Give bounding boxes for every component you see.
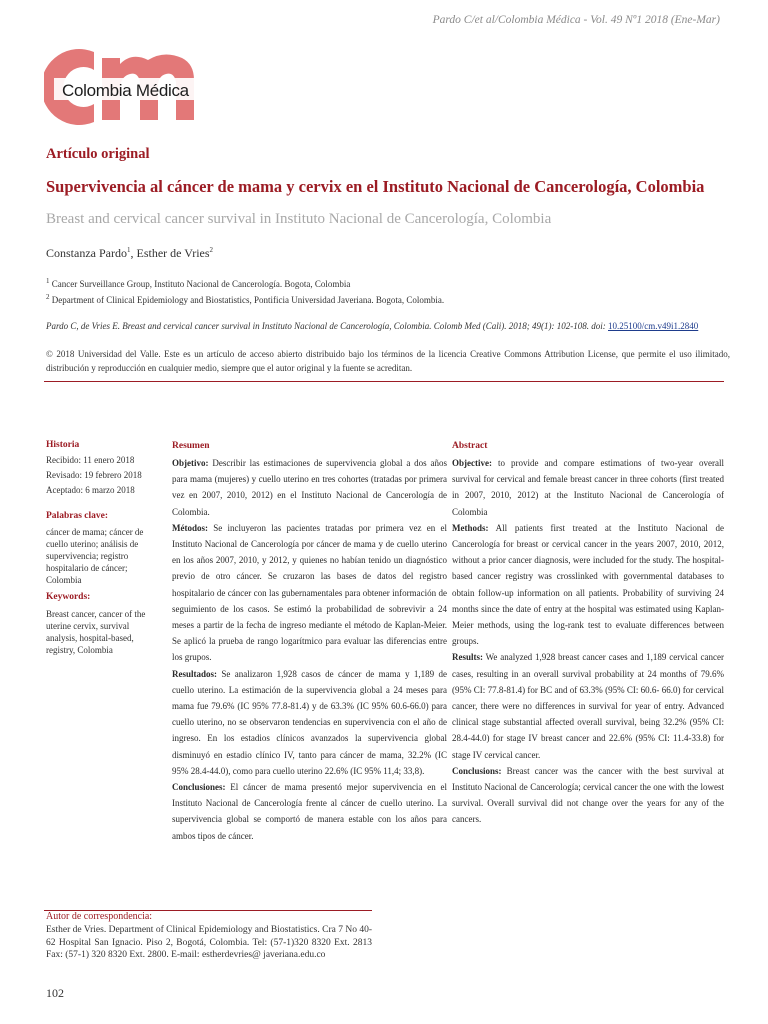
- correspondence-text: Esther de Vries. Department of Clinical Epidemiology and Biostatistics. Cra 7 No 40-62 Hospital San Ignacio. Piso 2, Bogotá, Colombia. Tel: (57-1)320 8320 Ext. 2813 Fax: (57-1) 320 8320 Ext. 2800. E-mail: estherdevries@ javeriana.edu.co: [46, 925, 372, 961]
- abstract-section: [452, 763, 724, 828]
- citation: [46, 321, 746, 331]
- section-label: Métodos:: [172, 522, 208, 533]
- journal-logo: [44, 40, 204, 130]
- revised-date: Revisado: 19 febrero 2018: [46, 470, 142, 480]
- article-title: Supervivencia al cáncer de mama y cervix en el Instituto Nacional de Cancerología, Colombia: [46, 177, 705, 196]
- affiliation-sup: 2: [46, 293, 50, 301]
- section-text: Se analizaron 1,928 casos de cáncer de mama y 1,189 de cuello uterino. La estimación de la supervivencia global a 24 meses para mama fue 79.6% (IC 95% 77.8-81.4) y de 63.3% (IC 95% 60.6-66.0) para cuello uterino, no se observaron tendencias en supervivencia con el año de ingreso. En los estadios clínicos avanzados la supervivencia global disminuyó en estadio clínico IV, tanto para cáncer de mama, 32.2% (IC 95% 28.4-44.0), como para cuello uterino 22.6% (IC 95% 11,4; 33,8).: [172, 668, 447, 776]
- section-label: Objective:: [452, 458, 492, 468]
- section-text: Describir las estimaciones de supervivencia global a dos años para mama (mujeres) y cuello uterino en tres cohortes (tratadas por primera vez en 2007, 2010, 2012) en el Instituto Nacional de Cancerología de Colombia.: [172, 458, 447, 517]
- resumen-section: [172, 455, 447, 520]
- author-name: Constanza Pardo: [46, 246, 127, 260]
- author-sup: 2: [209, 246, 214, 254]
- correspondence-heading: Autor de correspondencia:: [46, 911, 153, 922]
- resumen-section: [172, 779, 447, 844]
- citation-text: Pardo C, de Vries E. Breast and cervical cancer survival in Instituto Nacional de Cancerología, Colombia. Colomb Med (Cali). 2018; 49(1): 102-108. doi:: [46, 321, 609, 331]
- resumen-heading: Resumen: [172, 441, 210, 451]
- header-divider: [44, 381, 724, 382]
- history-heading: Historia: [46, 440, 80, 450]
- doi-link[interactable]: 10.25100/cm.v49i1.2840: [608, 321, 699, 331]
- page-number: 102: [46, 986, 64, 1000]
- resumen-body: [172, 455, 447, 844]
- author-sup: 1: [126, 246, 131, 254]
- keywords-es-heading: Palabras clave:: [46, 511, 109, 521]
- section-text: Se incluyeron las pacientes tratadas por primera vez en el Instituto Nacional de Cancerología por cáncer de mama y de cuello uterino en los años 2007, 2010, y 2012, y quienes no habían tenido un diagnóstico previo de otro cáncer. Se cruzaron las bases de datos del registro hospitalario de cáncer con las gubernamentales para obtener información de seguimiento de los casos. Se estimó la probabilidad de sobrevivir a 24 meses a partir de la fecha de ingreso mediante el método de Kaplan-Meier. Se aplicó la prueba de rango logarítmico para evaluar las diferencias entre los grupos.: [172, 522, 447, 663]
- running-head: Pardo C/et al/Colombia Médica - Vol. 49 Nº1 2018 (Ene-Mar): [432, 14, 720, 26]
- affiliation: [46, 293, 444, 305]
- section-text: Breast cancer was the cancer with the best survival at Instituto Nacional de Cancerología; cervical cancer the one with the lowest survival. Overall survival did not change over the years for any of the cancers.: [452, 765, 724, 825]
- section-label: Conclusiones:: [172, 782, 226, 793]
- affiliation-sup: 1: [46, 277, 50, 285]
- keywords-es: cáncer de mama; cáncer de cuello uterino; análisis de supervivencia; registro hospitalario de cáncer; Colombia: [46, 527, 144, 585]
- abstract-section: [452, 455, 724, 520]
- section-label: Results:: [452, 652, 483, 663]
- affiliation-text: Cancer Surveillance Group, Instituto Nacional de Cancerología. Bogota, Colombia: [49, 279, 351, 289]
- section-label: Resultados:: [172, 668, 218, 679]
- affiliation-text: Department of Clinical Epidemiology and Biostatistics, Pontificia Universidad Javeriana. Bogota, Colombia.: [49, 295, 445, 305]
- accepted-date: Aceptado: 6 marzo 2018: [46, 485, 135, 495]
- affiliation: [46, 277, 350, 289]
- article-type: Artículo original: [46, 146, 150, 162]
- logo-text: Colombia Médica: [62, 81, 189, 100]
- abstract-section: [452, 520, 724, 650]
- keywords-en-heading: Keywords:: [46, 592, 91, 602]
- keywords-en: Breast cancer, cancer of the uterine cervix, survival analysis, hospital-based, registry, Colombia: [46, 609, 146, 655]
- abstract-heading: Abstract: [452, 441, 488, 451]
- author-list: Constanza Pardo$^1$, Esther de Vries$^2$: [46, 246, 214, 260]
- section-text: All patients first treated at the Instituto Nacional de Cancerología for breast or cervical cancer in the years 2007, 2010, 2012, without a prior cancer diagnosis, were included for the study. The hospital-based cancer registry was crosslinked with governmental databases to obtain follow-up information on all patients. Probability of surviving 24 months since the date of entry at the hospital was estimated using Kaplan-Meier methods, using the log-rank test to evaluate differences between groups.: [452, 522, 724, 647]
- resumen-section: [172, 666, 447, 779]
- section-label: Objetivo:: [172, 458, 209, 468]
- resumen-section: [172, 520, 447, 666]
- received-date: Recibido: 11 enero 2018: [46, 455, 135, 465]
- section-label: Conclusions:: [452, 765, 502, 776]
- abstract-section: [452, 649, 724, 762]
- abstract-body: [452, 455, 724, 828]
- section-text: to provide and compare estimations of two-year overall survival for cervical and female breast cancer in three cohorts (first treated in 2007, 2010, 2012) at the Instituto Nacional de Cancerología of Colombia: [452, 458, 724, 517]
- section-label: Methods:: [452, 522, 489, 533]
- license-notice: © 2018 Universidad del Valle. Este es un artículo de acceso abierto distribuido bajo los términos de la licencia Creative Commons Attribution License, que permite el uso ilimitado, distribución y reproducción en cualquier medio, siempre que el autor original y la fuente se acreditan.: [46, 349, 730, 373]
- section-text: We analyzed 1,928 breast cancer cases and 1,189 cervical cancer cases, resulting in an overall survival probability at 24 months of 79.6% (95% CI: 77.8-81.4) for BC and of 63.3% (95% CI: 60.6- 66.0) for cervical cancer, there were no differences in survival for year of entry. Advanced clinical stage substantial affected overall survival, being 32.2% (95% CI: 28.4-44.0) for stage IV breast cancer and 22.6% (95% CI: 11.4-33.8) for stage IV cervical cancer.: [452, 652, 724, 760]
- author-name: Esther de Vries: [136, 246, 210, 260]
- article-subtitle: Breast and cervical cancer survival in Instituto Nacional de Cancerología, Colombia: [46, 211, 552, 227]
- section-text: El cáncer de mama presentó mejor supervivencia en el Instituto Nacional de Cancerología frente al cáncer de cuello uterino. La supervivencia global se comportó de manera estable con los años para ambos tipos de cáncer.: [172, 782, 447, 841]
